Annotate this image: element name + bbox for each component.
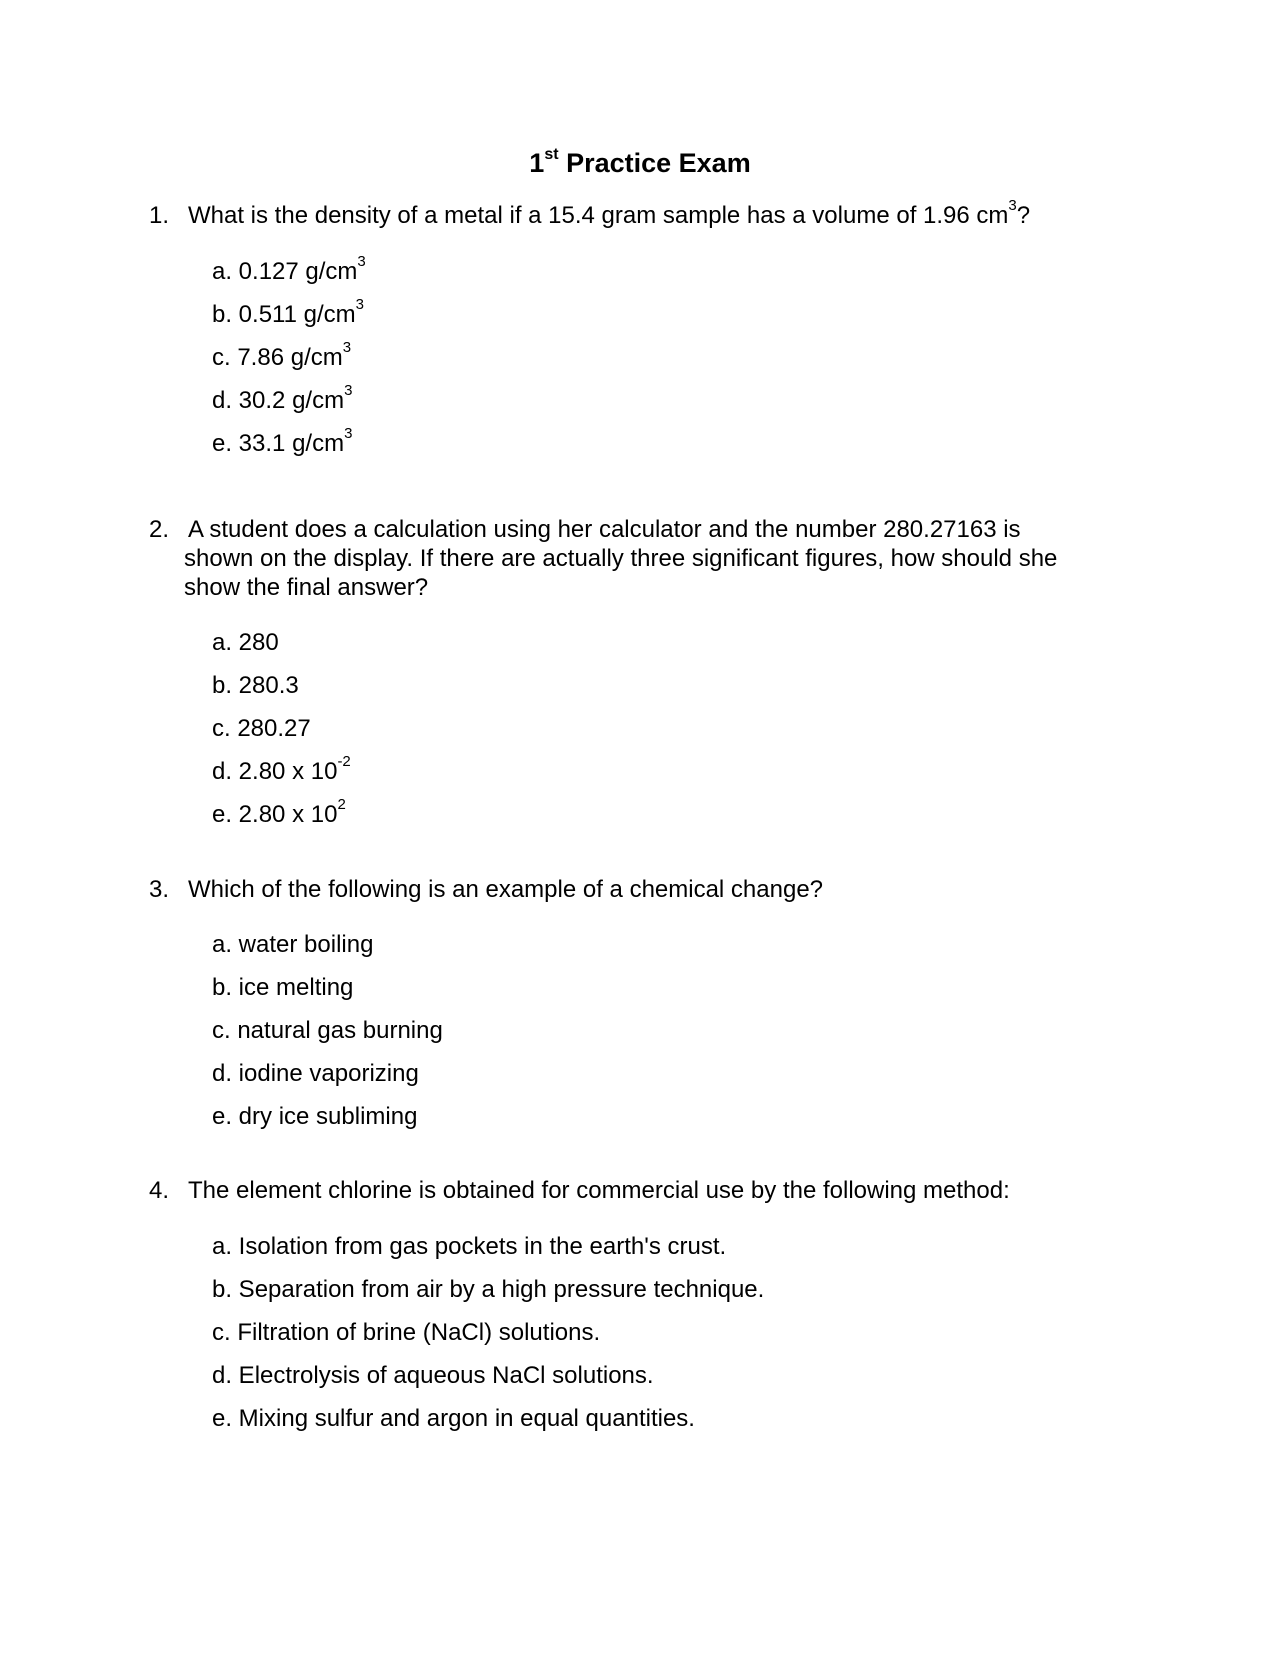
question-number: 2.: [149, 516, 170, 543]
option-c: c. natural gas burning: [212, 1017, 443, 1044]
question-2: [149, 515, 1109, 602]
question-number: 1.: [149, 202, 170, 229]
option-a: a. water boiling: [212, 931, 374, 958]
question-3: [149, 875, 1109, 904]
title-text: Practice Exam: [566, 148, 751, 178]
option-e: e. Mixing sulfur and argon in equal quantities.: [212, 1405, 695, 1432]
option-c: c. 280.27: [212, 715, 311, 742]
option-e: e. 2.80 x $10^2$: [212, 796, 346, 828]
option-a: a. 280: [212, 629, 279, 656]
option-d: d. 2.80 x $10^{-2}$: [212, 753, 351, 785]
question-3-options: [212, 930, 443, 1145]
question-1: [149, 197, 1109, 230]
option-b: b. 280.3: [212, 672, 299, 699]
question-text: A student does a calculation using her calculator and the number 280.27163 is shown on the display. If there are actually three significant figures, how should she show the final answer?: [184, 516, 1058, 601]
question-4: [149, 1176, 1109, 1205]
option-c: c. 7.86 $g/cm^3$: [212, 339, 352, 371]
question-number: 4.: [149, 1177, 170, 1204]
option-b: b. 0.511 $g/cm^3$: [212, 296, 364, 328]
question-4-options: [212, 1232, 764, 1447]
question-text: The element chlorine is obtained for commercial use by the following method:: [188, 1177, 1010, 1204]
option-b: b. Separation from air by a high pressure technique.: [212, 1276, 765, 1303]
option-e: e. 33.1 $g/cm^3$: [212, 425, 353, 457]
question-1-options: [212, 253, 366, 472]
option-c: c. Filtration of brine (NaCl) solutions.: [212, 1319, 601, 1346]
question-text: Which of the following is an example of a chemical change?: [188, 876, 824, 903]
page-title: [0, 146, 1280, 180]
option-d: d. iodine vaporizing: [212, 1060, 419, 1087]
title-ordinal-suffix: st: [544, 146, 559, 163]
option-d: d. 30.2 $g/cm^3$: [212, 382, 353, 414]
option-b: b. ice melting: [212, 974, 354, 1001]
question-text: What is the density of a metal if a 15.4 gram sample has a volume of 1.96 $cm^3$?: [188, 197, 1031, 229]
option-a: a. 0.127 $g/cm^3$: [212, 253, 366, 285]
question-2-options: [212, 628, 351, 843]
title-number: 1: [529, 148, 545, 178]
option-e: e. dry ice subliming: [212, 1103, 418, 1130]
option-d: d. Electrolysis of aqueous NaCl solutions.: [212, 1362, 654, 1389]
question-number: 3.: [149, 876, 170, 903]
option-a: a. Isolation from gas pockets in the earth's crust.: [212, 1233, 727, 1260]
